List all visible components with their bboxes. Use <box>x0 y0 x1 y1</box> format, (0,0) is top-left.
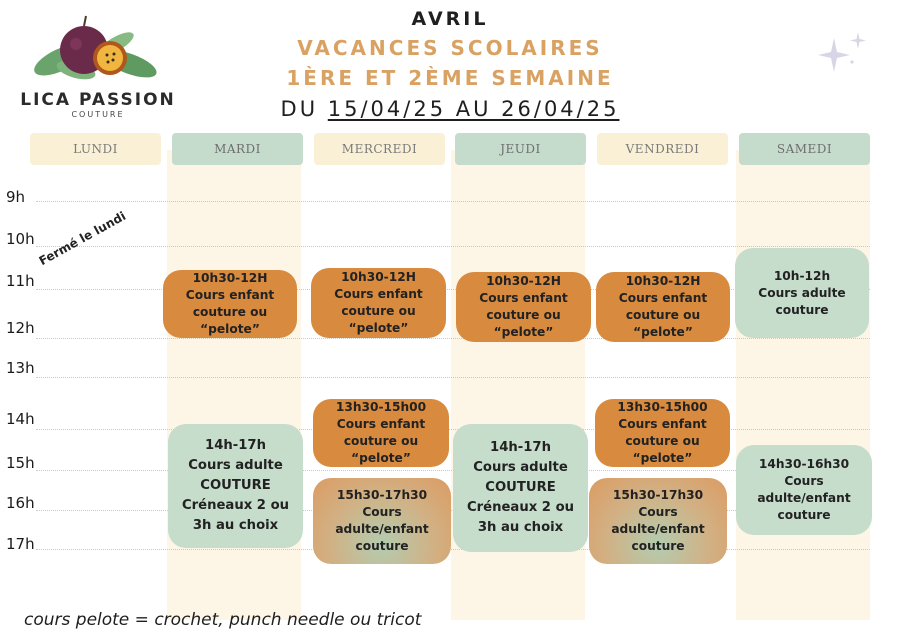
passion-fruit-icon <box>18 14 178 94</box>
event-time: 13h30-15h00 <box>617 400 708 414</box>
event-title: Cours enfant <box>336 417 426 431</box>
event-detail: couture <box>775 302 829 317</box>
event-title: Cours adulte/enfant <box>335 505 429 536</box>
closed-monday-note: Fermé le lundi <box>36 208 129 269</box>
event-type: COUTURE <box>200 478 271 493</box>
title-holidays: VACANCES SCOLAIRES <box>297 36 603 60</box>
event-title: Cours adulte/enfant <box>757 474 851 505</box>
event-detail: 3h au choix <box>192 518 279 533</box>
event-mardi-afternoon <box>168 424 303 548</box>
event-mercredi-morning <box>311 268 446 338</box>
hour-label: 11h <box>6 272 35 290</box>
event-title: Cours adulte <box>188 458 283 473</box>
event-time: 14h-17h <box>490 440 551 455</box>
event-detail: couture ou “pelote” <box>343 434 419 465</box>
brand-name: LICA PASSION <box>20 90 176 110</box>
event-title: Cours enfant <box>334 287 423 301</box>
day-header-lundi: LUNDI <box>30 133 161 165</box>
title-weeks: 1ÈRE ET 2ÈME SEMAINE <box>286 66 614 90</box>
event-mercredi-afternoon-1 <box>313 399 449 467</box>
hour-label: 10h <box>6 230 35 248</box>
event-type: COUTURE <box>485 480 556 495</box>
event-vendredi-morning <box>596 272 730 342</box>
event-time: 10h-12h <box>773 268 831 283</box>
event-title: Cours enfant <box>618 291 708 305</box>
hour-label: 17h <box>6 535 35 553</box>
event-title: Cours enfant <box>479 291 568 305</box>
event-detail: couture ou “pelote” <box>486 308 561 339</box>
event-time: 10h30-12H <box>341 270 416 284</box>
event-samedi-morning <box>735 248 869 338</box>
hour-label: 16h <box>6 494 35 512</box>
title-month: AVRIL <box>411 8 489 30</box>
event-title: Cours adulte <box>473 460 568 475</box>
event-title: Cours enfant <box>185 288 275 302</box>
event-detail: couture ou “pelote” <box>341 304 416 335</box>
day-header-samedi: SAMEDI <box>739 133 870 165</box>
event-detail: couture ou “pelote” <box>625 308 701 339</box>
hour-label: 13h <box>6 359 35 377</box>
day-header-mercredi: MERCREDI <box>314 133 445 165</box>
event-time: 14h-17h <box>205 438 266 453</box>
event-samedi-afternoon <box>736 445 872 535</box>
day-header-jeudi: JEUDI <box>455 133 586 165</box>
event-time: 15h30-17h30 <box>612 488 704 502</box>
hour-label: 12h <box>6 319 35 337</box>
event-detail: couture ou “pelote” <box>625 434 700 465</box>
hour-line <box>36 201 870 202</box>
event-time: 10h30-12H <box>625 274 701 288</box>
event-title: Cours adulte <box>758 285 846 300</box>
event-jeudi-morning <box>456 272 591 342</box>
event-detail: Créneaux 2 ou <box>466 500 575 515</box>
event-detail: Créneaux 2 ou <box>181 498 290 513</box>
event-time: 10h30-12H <box>192 271 268 285</box>
event-vendredi-afternoon-2 <box>589 478 727 564</box>
event-detail: couture <box>777 508 831 522</box>
hour-label: 14h <box>6 410 35 428</box>
hour-line <box>36 338 870 339</box>
event-time: 13h30-15h00 <box>335 400 427 414</box>
hour-label: 9h <box>6 188 26 206</box>
event-time: 15h30-17h30 <box>336 488 428 502</box>
event-jeudi-afternoon <box>453 424 588 552</box>
brand-subtitle: COUTURE <box>71 110 125 119</box>
title-dates <box>240 97 660 121</box>
dates-prefix: DU <box>280 97 328 121</box>
dates-range: 15/04/25 AU 26/04/25 <box>327 97 620 121</box>
hour-line <box>36 429 870 430</box>
event-detail: couture <box>631 539 685 553</box>
event-detail: 3h au choix <box>477 520 564 535</box>
hour-line <box>36 377 870 378</box>
event-time: 14h30-16h30 <box>758 457 850 471</box>
event-detail: couture <box>355 539 409 553</box>
day-header-mardi: MARDI <box>172 133 303 165</box>
hour-line <box>36 246 870 247</box>
event-time: 10h30-12H <box>486 274 561 288</box>
hour-label: 15h <box>6 454 35 472</box>
sparkle-icon <box>812 28 872 78</box>
event-detail: couture ou “pelote” <box>192 305 268 336</box>
event-mardi-morning <box>163 270 297 338</box>
event-mercredi-afternoon-2 <box>313 478 451 564</box>
day-header-vendredi: VENDREDI <box>597 133 728 165</box>
event-vendredi-afternoon-1 <box>595 399 730 467</box>
event-title: Cours adulte/enfant <box>611 505 705 536</box>
event-title: Cours enfant <box>618 417 707 431</box>
hour-line <box>36 549 870 550</box>
footer-note: cours pelote = crochet, punch needle ou tricot <box>24 610 422 630</box>
